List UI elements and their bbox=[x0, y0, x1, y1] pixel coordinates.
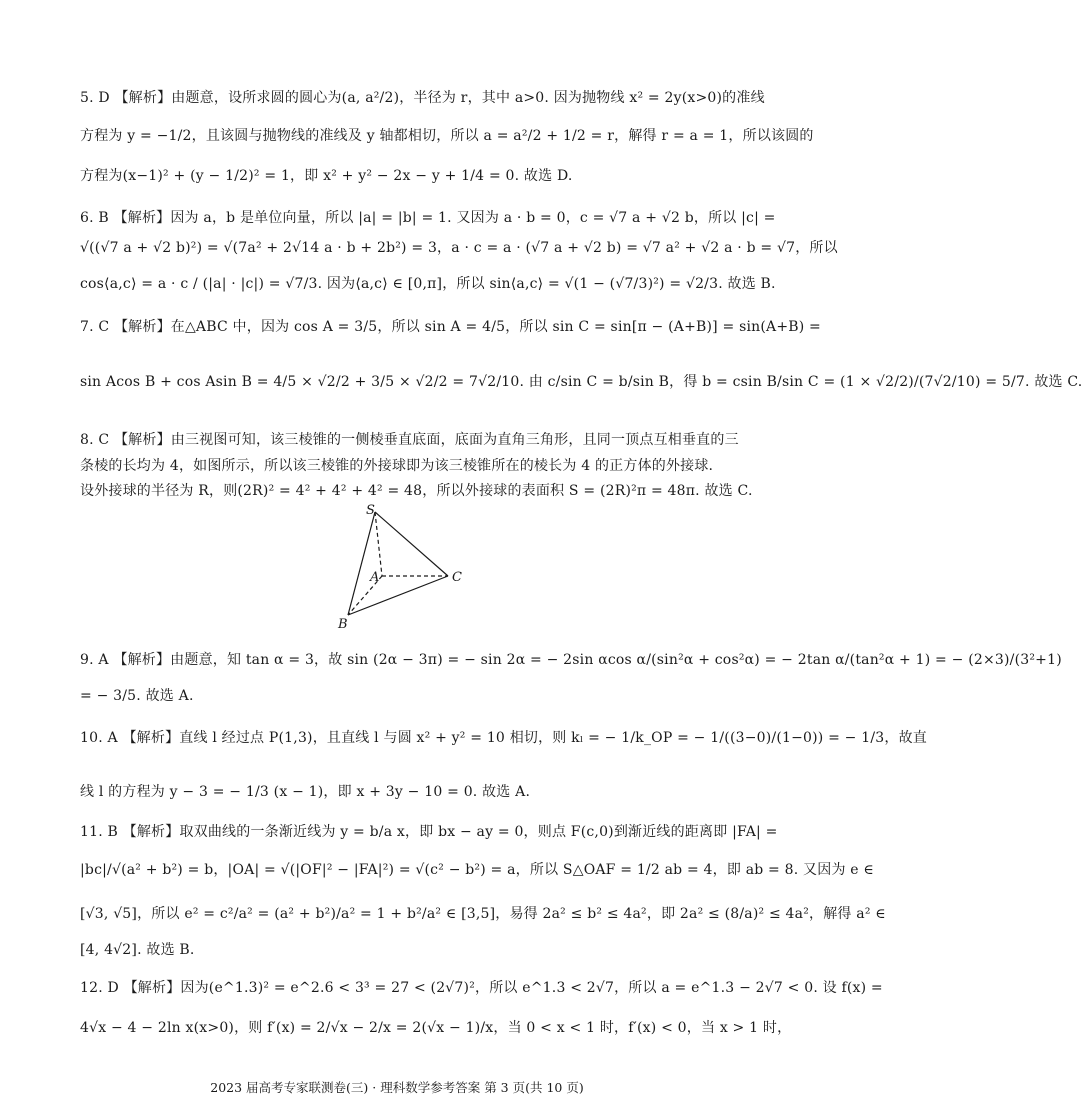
edge-SA-hidden bbox=[375, 512, 382, 576]
answer-line: 11. B 【解析】取双曲线的一条渐近线为 y = b/a x，即 bx − ay = 0，则点 F(c,0)到渐近线的距离即 |FA| = bbox=[80, 824, 778, 840]
answer-line: |bc|/√(a² + b²) = b，|OA| = √(|OF|² − |FA|²) = √(c² − b²) = a，所以 S△OAF = 1/2 ab = 4，即 ab = 8. 又因为 e ∈ bbox=[80, 862, 874, 878]
answer-line: [4, 4√2]. 故选 B. bbox=[80, 942, 195, 958]
answer-line: 12. D 【解析】因为(e^1.3)² = e^2.6 < 3³ = 27 < (2√7)²，所以 e^1.3 < 2√7，所以 a = e^1.3 − 2√7 < 0. 设 f(x) = bbox=[80, 980, 883, 996]
page-footer: 2023 届高考专家联测卷(三) · 理科数学参考答案 第 3 页(共 10 页) bbox=[210, 1080, 584, 1095]
answer-line: 条棱的长均为 4，如图所示，所以该三棱锥的外接球即为该三棱锥所在的棱长为 4 的正方体的外接球. bbox=[80, 458, 714, 474]
answer-line: 8. C 【解析】由三视图可知，该三棱锥的一侧棱垂直底面，底面为直角三角形，且同一顶点互相垂直的三 bbox=[80, 432, 739, 448]
answer-line: 方程为 y = −1/2，且该圆与抛物线的准线及 y 轴都相切，所以 a = a²/2 + 1/2 = r，解得 r = a = 1，所以该圆的 bbox=[80, 128, 814, 144]
answer-line: cos⟨a,c⟩ = a · c / (|a| · |c|) = √7/3. 因为⟨a,c⟩ ∈ [0,π]，所以 sin⟨a,c⟩ = √(1 − (√7/3)²) = √2/3. 故选 B. bbox=[80, 276, 776, 292]
vertex-label-C: C bbox=[452, 570, 462, 585]
answer-line: 7. C 【解析】在△ABC 中，因为 cos A = 3/5，所以 sin A = 4/5，所以 sin C = sin[π − (A+B)] = sin(A+B) = bbox=[80, 319, 821, 335]
answer-line: 9. A 【解析】由题意，知 tan α = 3，故 sin (2α − 3π) = − sin 2α = − 2sin αcos α/(sin²α + cos²α) = − 2tan α/(tan²α + 1) = − (2×3)/(3²+1) bbox=[80, 652, 1062, 668]
edge-BC bbox=[348, 576, 448, 615]
vertex-label-A: A bbox=[370, 570, 380, 585]
answer-line: [√3, √5]，所以 e² = c²/a² = (a² + b²)/a² = 1 + b²/a² ∈ [3,5]，易得 2a² ≤ b² ≤ 4a²，即 2a² ≤ (8/a)² ≤ 4a²，解得 a² ∈ bbox=[80, 906, 886, 922]
answer-line: = − 3/5. 故选 A. bbox=[80, 688, 194, 704]
edge-SC bbox=[375, 512, 448, 576]
answer-line: √((√7 a + √2 b)²) = √(7a² + 2√14 a · b + 2b²) = 3，a · c = a · (√7 a + √2 b) = √7 a² + √2 a · b = √7，所以 bbox=[80, 240, 838, 256]
answer-line: 方程为(x−1)² + (y − 1/2)² = 1，即 x² + y² − 2x − y + 1/4 = 0. 故选 D. bbox=[80, 168, 573, 184]
answer-line: 线 l 的方程为 y − 3 = − 1/3 (x − 1)，即 x + 3y − 10 = 0. 故选 A. bbox=[80, 784, 531, 800]
vertex-label-B: B bbox=[338, 617, 348, 632]
vertex-label-S: S bbox=[366, 503, 375, 518]
answer-line: 10. A 【解析】直线 l 经过点 P(1,3)，且直线 l 与圆 x² + y² = 10 相切，则 kₗ = − 1/k_OP = − 1/((3−0)/(1−0)) = − 1/3，故直 bbox=[80, 730, 927, 746]
answer-line: 6. B 【解析】因为 a，b 是单位向量，所以 |a| = |b| = 1. 又因为 a · b = 0，c = √7 a + √2 b，所以 |c| = bbox=[80, 210, 776, 226]
answer-line: sin Acos B + cos Asin B = 4/5 × √2/2 + 3/5 × √2/2 = 7√2/10. 由 c/sin C = b/sin B，得 b = csin B/sin C = (1 × √2/2)/(7√2/10) = 5/7. 故选 C. bbox=[80, 374, 1082, 390]
answer-line: 4√x − 4 − 2ln x(x>0)，则 f′(x) = 2/√x − 2/x = 2(√x − 1)/x，当 0 < x < 1 时，f′(x) < 0，当 x > 1 时， bbox=[80, 1020, 792, 1036]
answer-line: 5. D 【解析】由题意，设所求圆的圆心为(a, a²/2)，半径为 r，其中 a>0. 因为抛物线 x² = 2y(x>0)的准线 bbox=[80, 90, 765, 106]
pyramid-figure bbox=[330, 500, 470, 635]
answer-line: 设外接球的半径为 R，则(2R)² = 4² + 4² + 4² = 48，所以外接球的表面积 S = (2R)²π = 48π. 故选 C. bbox=[80, 483, 753, 499]
